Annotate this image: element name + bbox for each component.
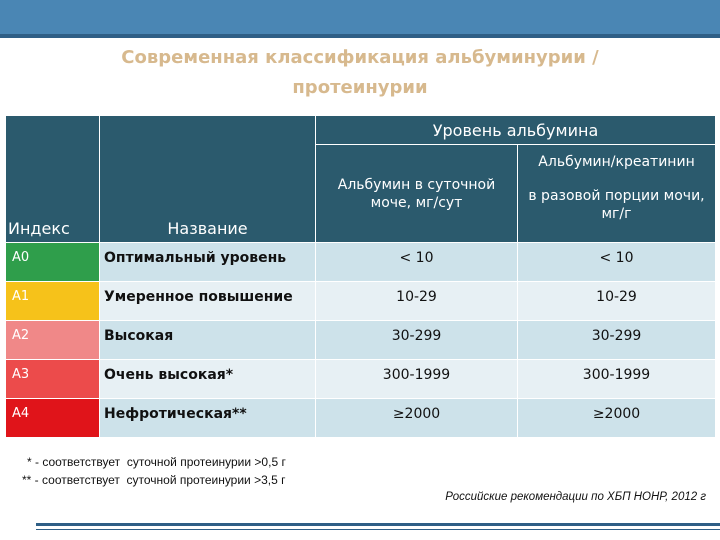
- footnote-1: * - соответствует суточной протеинурии >0,5 г: [27, 455, 286, 469]
- ratio-value-cell: 10-29: [518, 282, 716, 321]
- header-albumin-creatinine: [518, 145, 716, 243]
- index-cell: А4: [6, 399, 100, 438]
- albuminuria-table: [5, 115, 716, 438]
- title-line-2: протеинурии: [292, 77, 428, 98]
- daily-value-cell: ≥2000: [316, 399, 518, 438]
- ratio-value-cell: 300-1999: [518, 360, 716, 399]
- daily-value-cell: 10-29: [316, 282, 518, 321]
- ratio-value-cell: 30-299: [518, 321, 716, 360]
- daily-value-cell: 30-299: [316, 321, 518, 360]
- header-daily-albumin: Альбумин в суточной моче, мг/сут: [316, 145, 518, 243]
- bottom-divider-thin: [36, 529, 720, 530]
- header-name: Название: [100, 116, 316, 243]
- header-albumin-level: Уровень альбумина: [316, 116, 716, 145]
- index-cell: А1: [6, 282, 100, 321]
- top-divider: [0, 34, 720, 38]
- bottom-divider: [36, 523, 720, 526]
- header-ratio-line-1: Альбумин/креатинин: [538, 154, 695, 170]
- ratio-value-cell: ≥2000: [518, 399, 716, 438]
- name-cell: Оптимальный уровень: [100, 243, 316, 282]
- name-cell: Нефротическая**: [100, 399, 316, 438]
- daily-value-cell: < 10: [316, 243, 518, 282]
- top-band: [0, 0, 720, 34]
- table-row: [6, 282, 716, 321]
- index-cell: А0: [6, 243, 100, 282]
- table-row: [6, 399, 716, 438]
- index-cell: А3: [6, 360, 100, 399]
- index-cell: А2: [6, 321, 100, 360]
- table-row: [6, 321, 716, 360]
- slide-title: [60, 43, 660, 103]
- table-row: [6, 243, 716, 282]
- name-cell: Умеренное повышение: [100, 282, 316, 321]
- table-row: [6, 360, 716, 399]
- name-cell: Очень высокая*: [100, 360, 316, 399]
- daily-value-cell: 300-1999: [316, 360, 518, 399]
- header-ratio-line-2: в разовой порции мочи, мг/г: [528, 188, 705, 222]
- header-index: Индекс: [6, 116, 100, 243]
- title-line-1: Современная классификация альбуминурии /: [121, 47, 599, 68]
- name-cell: Высокая: [100, 321, 316, 360]
- footnote-2: ** - соответствует суточной протеинурии >3,5 г: [22, 473, 286, 487]
- ratio-value-cell: < 10: [518, 243, 716, 282]
- source-citation: Российские рекомендации по ХБП НОНР, 2012 г: [445, 491, 706, 503]
